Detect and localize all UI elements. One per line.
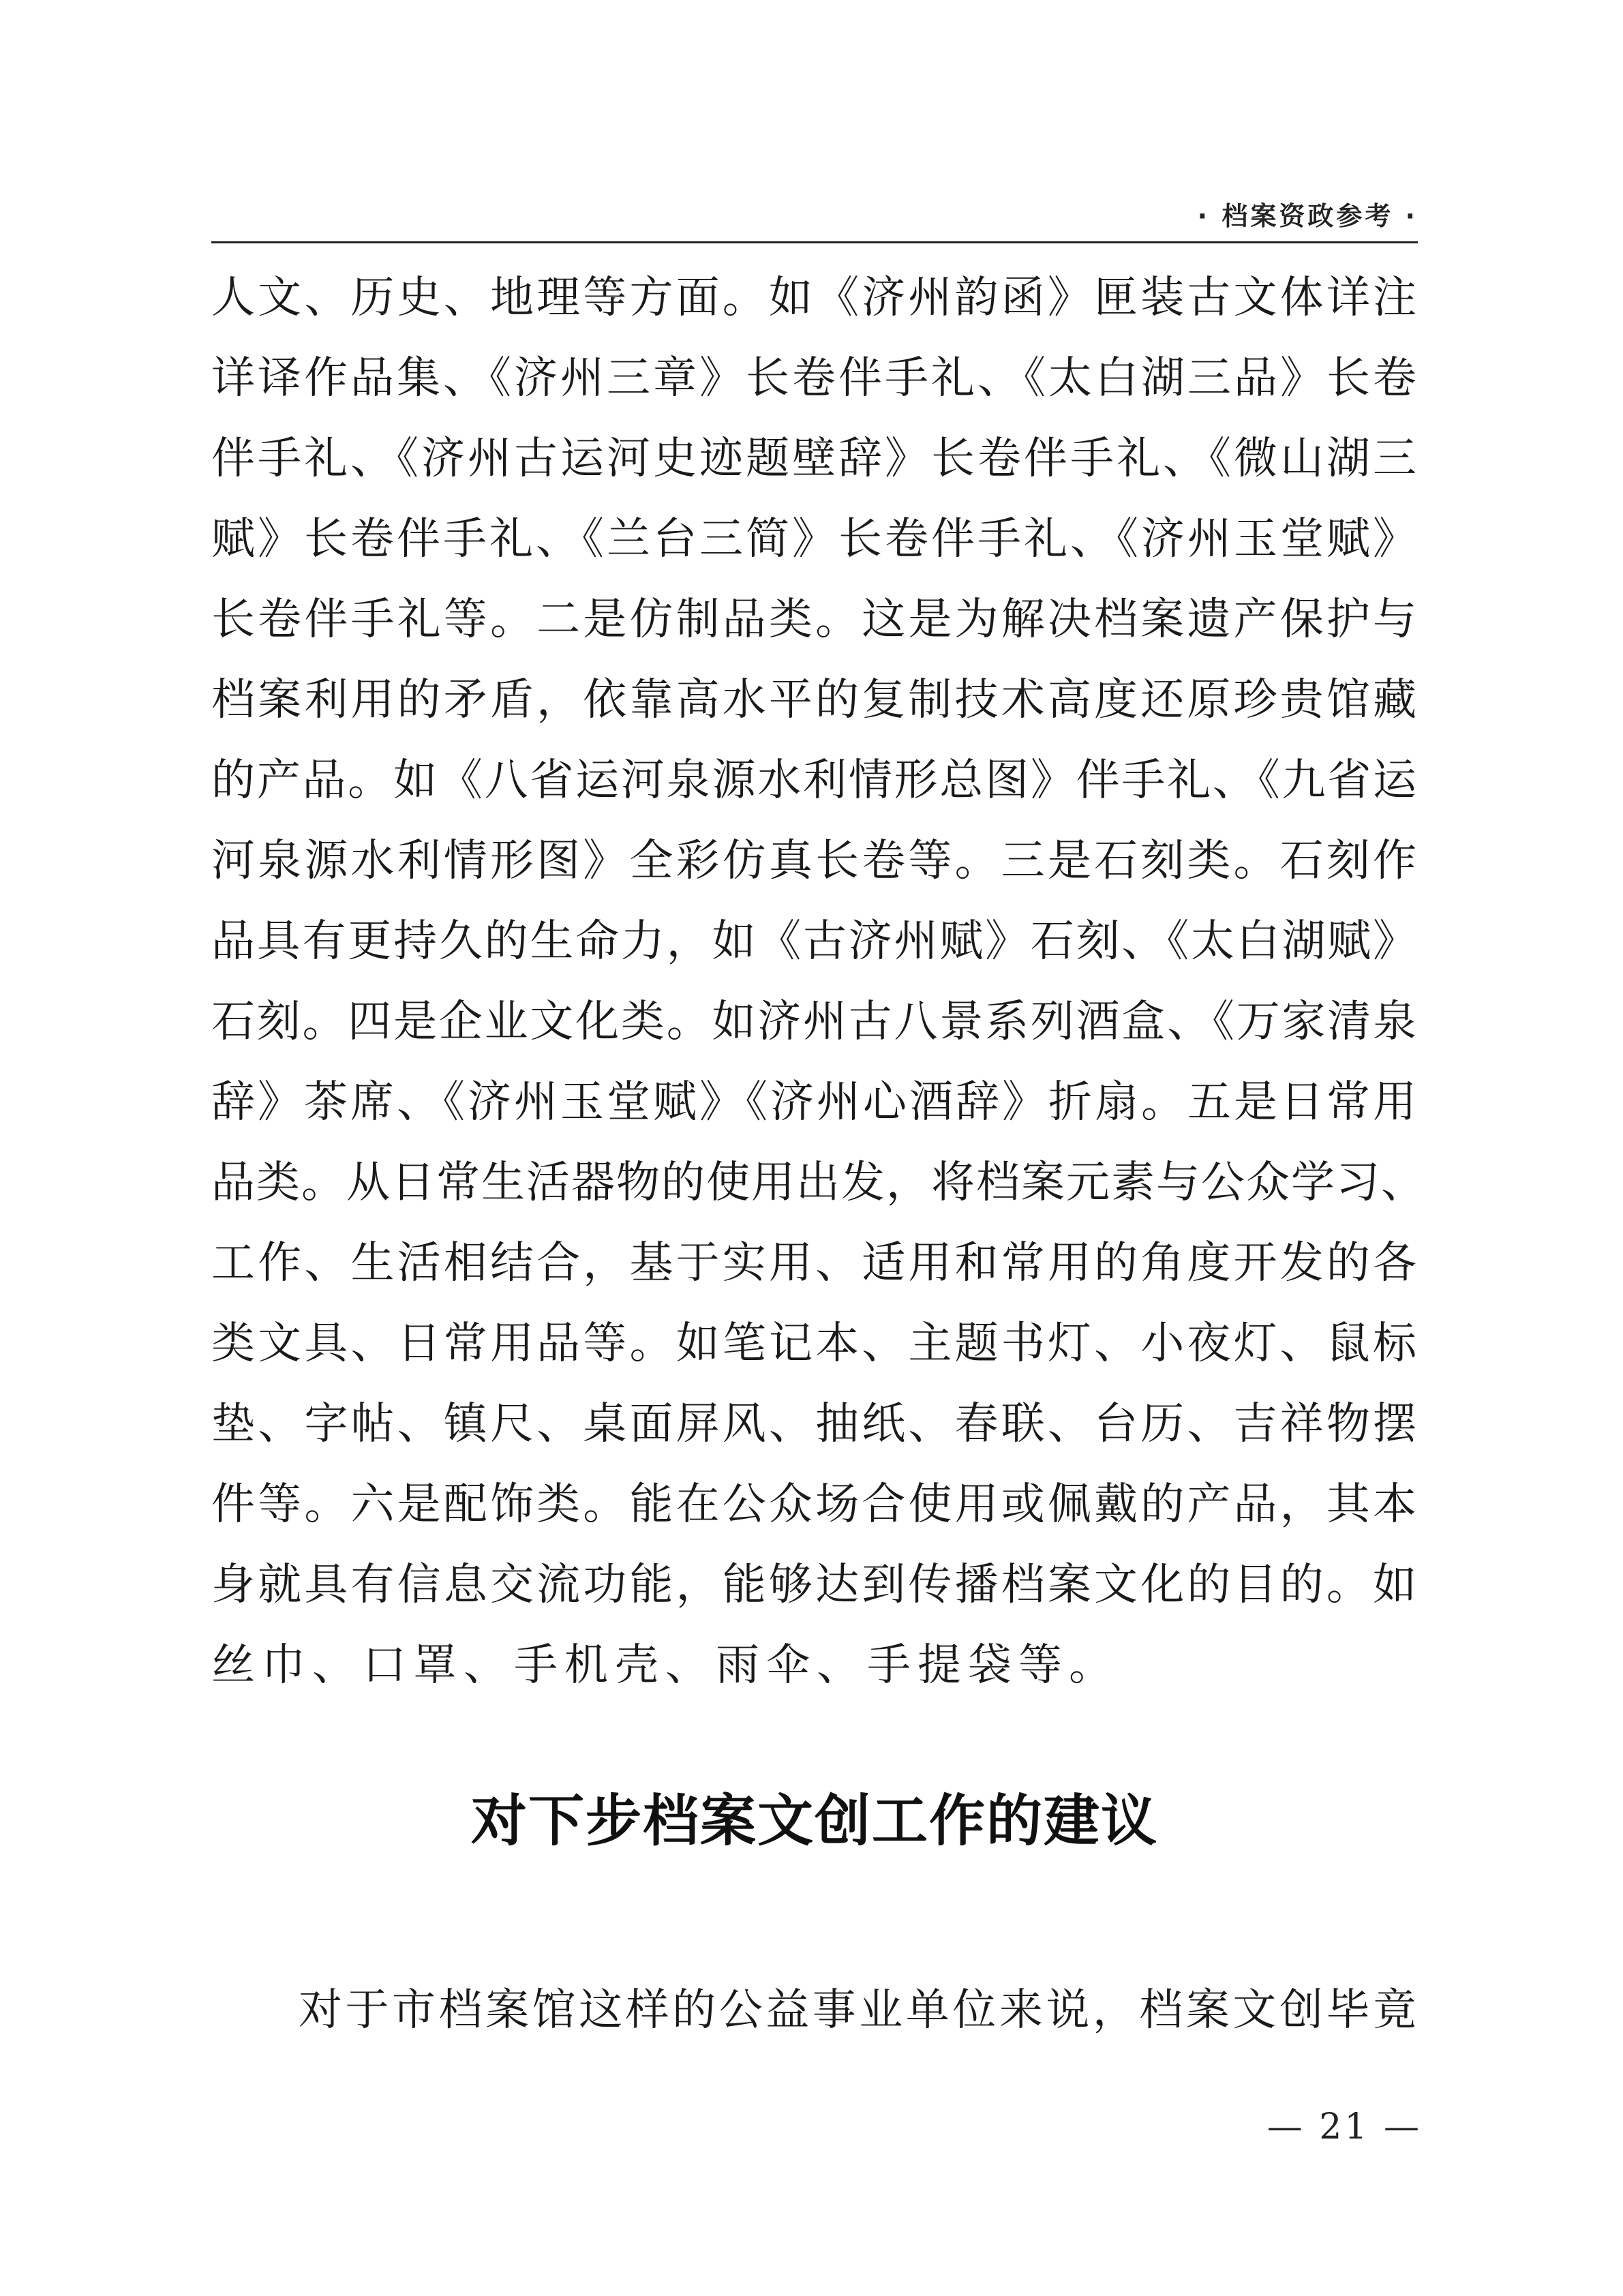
text-line: 辞》茶席、《济州玉堂赋》《济州心酒辞》折扇。五是日常用 bbox=[211, 1077, 1418, 1128]
text-line: 的产品。如《八省运河泉源水利情形总图》伴手礼、《九省运 bbox=[211, 755, 1418, 806]
text-line: 长卷伴手礼等。二是仿制品类。这是为解决档案遗产保护与 bbox=[211, 594, 1418, 645]
text-line: 人文、历史、地理等方面。如《济州韵函》匣装古文体详注 bbox=[211, 273, 1418, 323]
text-line: 对于市档案馆这样的公益事业单位来说，档案文创毕竟 bbox=[299, 1985, 1418, 2036]
text-line: 工作、生活相结合，基于实用、适用和常用的角度开发的各 bbox=[211, 1238, 1418, 1288]
text-line: 类文具、日常用品等。如笔记本、主题书灯、小夜灯、鼠标 bbox=[211, 1318, 1418, 1369]
page-number: — 21 — bbox=[1266, 2106, 1422, 2147]
text-line: 品类。从日常生活器物的使用出发，将档案元素与公众学习、 bbox=[211, 1158, 1426, 1208]
paragraph-2 bbox=[211, 1970, 1418, 2051]
text-line: 身就具有信息交流功能，能够达到传播档案文化的目的。如 bbox=[211, 1560, 1418, 1610]
paragraph-1 bbox=[211, 258, 1426, 1706]
text-line: 丝巾、口罩、手机壳、雨伞、手提袋等。 bbox=[211, 1640, 1119, 1691]
text-line: 件等。六是配饰类。能在公众场合使用或佩戴的产品，其本 bbox=[211, 1479, 1418, 1530]
text-line: 石刻。四是企业文化类。如济州古八景系列酒盒、《万家清泉 bbox=[211, 997, 1418, 1047]
header-label: · 档案资政参考 · bbox=[1197, 201, 1418, 231]
text-line: 伴手礼、《济州古运河史迹题壁辞》长卷伴手礼、《微山湖三 bbox=[211, 434, 1418, 484]
text-line: 档案利用的矛盾，依靠高水平的复制技术高度还原珍贵馆藏 bbox=[211, 675, 1418, 725]
text-line: 详译作品集、《济州三章》长卷伴手礼、《太白湖三品》长卷 bbox=[211, 353, 1418, 404]
text-line: 河泉源水利情形图》全彩仿真长卷等。三是石刻类。石刻作 bbox=[211, 836, 1418, 886]
text-line: 赋》长卷伴手礼、《兰台三简》长卷伴手礼、《济州玉堂赋》 bbox=[211, 514, 1418, 564]
text-line: 垫、字帖、镇尺、桌面屏风、抽纸、春联、台历、吉祥物摆 bbox=[211, 1399, 1418, 1449]
page-header bbox=[211, 192, 1418, 243]
text-line: 品具有更持久的生命力，如《古济州赋》石刻、《太白湖赋》 bbox=[211, 916, 1418, 967]
section-title: 对下步档案文创工作的建议 bbox=[470, 1789, 1158, 1854]
